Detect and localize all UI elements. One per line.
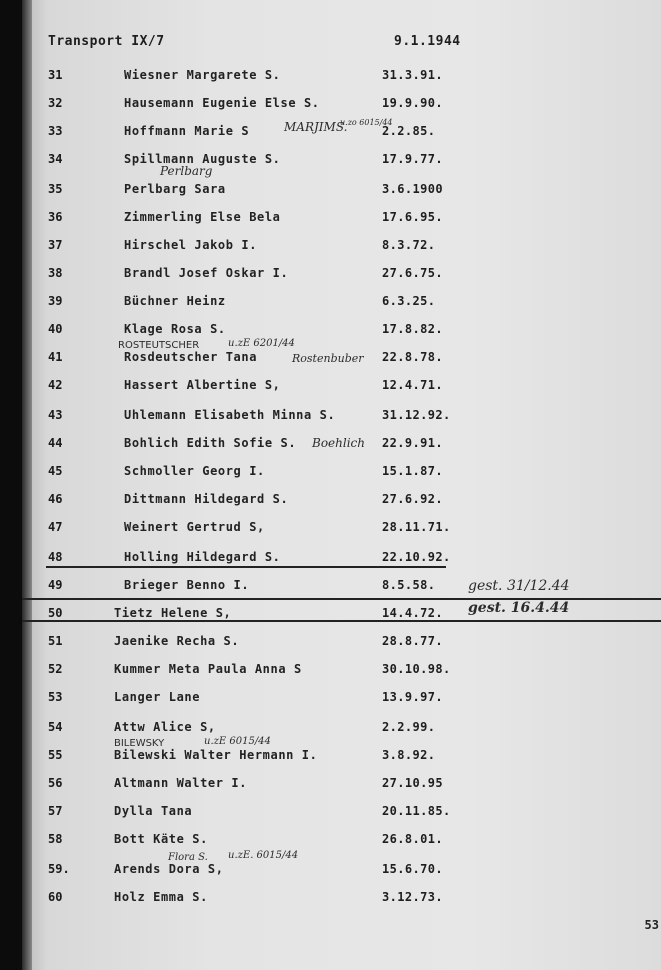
row-number: 38: [48, 266, 63, 280]
row-number: 34: [48, 152, 63, 166]
note-row-41c: Rostenbuber: [292, 352, 364, 365]
roster-row: [22, 64, 661, 92]
person-name: Holling Hildegard S.: [124, 550, 281, 564]
roster-row: [22, 686, 661, 714]
note-row-33b: u.zo 6015/44: [340, 118, 393, 127]
note-row-50: gest. 16.4.44: [468, 600, 570, 616]
row-number: 32: [48, 96, 63, 110]
roster-row: [22, 178, 661, 206]
row-number: 31: [48, 68, 63, 82]
birth-date: 17.8.82.: [382, 322, 443, 336]
note-row-34: Perlbarg: [160, 164, 213, 178]
note-row-55a: BILEWSKY: [114, 738, 165, 749]
birth-date: 8.5.58.: [382, 578, 436, 592]
note-row-41b: u.zE 6201/44: [228, 338, 295, 349]
birth-date: 27.6.75.: [382, 266, 443, 280]
person-name: Holz Emma S.: [114, 890, 208, 904]
birth-date: 22.10.92.: [382, 550, 451, 564]
roster-row: [22, 374, 661, 402]
birth-date: 15.1.87.: [382, 464, 443, 478]
row-number: 55: [48, 748, 63, 762]
birth-date: 28.8.77.: [382, 634, 443, 648]
roster-row: [22, 828, 661, 856]
row-number: 46: [48, 492, 63, 506]
birth-date: 22.8.78.: [382, 350, 443, 364]
birth-date: 14.4.72.: [382, 606, 443, 620]
person-name: Kummer Meta Paula Anna S: [114, 662, 302, 676]
birth-date: 31.12.92.: [382, 408, 451, 422]
roster-row: [22, 800, 661, 828]
row-number: 41: [48, 350, 63, 364]
roster-row: [22, 92, 661, 120]
roster-row: [22, 148, 661, 176]
row-number: 58: [48, 832, 63, 846]
person-name: Zimmerling Else Bela: [124, 210, 281, 224]
person-name: Tietz Helene S,: [114, 606, 232, 620]
person-name: Büchner Heinz: [124, 294, 226, 308]
birth-date: 22.9.91.: [382, 436, 443, 450]
roster-row: [22, 772, 661, 800]
row-number: 51: [48, 634, 63, 648]
birth-date: 30.10.98.: [382, 662, 451, 676]
person-name: Brieger Benno I.: [124, 578, 250, 592]
person-name: Schmoller Georg I.: [124, 464, 265, 478]
roster-row: [22, 262, 661, 290]
row-number: 35: [48, 182, 63, 196]
person-name: Hassert Albertine S,: [124, 378, 281, 392]
person-name: Arends Dora S,: [114, 862, 224, 876]
person-name: Dylla Tana: [114, 804, 193, 818]
row-number: 47: [48, 520, 63, 534]
person-name: Bohlich Edith Sofie S.: [124, 436, 297, 450]
person-name: Rosdeutscher Tana: [124, 350, 258, 364]
transport-date: 9.1.1944: [394, 34, 461, 49]
person-name: Hausemann Eugenie Else S.: [124, 96, 320, 110]
roster-row: [22, 858, 661, 886]
row-number: 50: [48, 606, 63, 620]
birth-date: 15.6.70.: [382, 862, 443, 876]
row-number: 42: [48, 378, 63, 392]
birth-date: 6.3.25.: [382, 294, 436, 308]
birth-date: 2.2.85.: [382, 124, 436, 138]
birth-date: 20.11.85.: [382, 804, 451, 818]
person-name: Bott Käte S.: [114, 832, 208, 846]
roster-row: [22, 206, 661, 234]
page-number: 53: [644, 918, 659, 932]
note-row-49: gest. 31/12.44: [468, 578, 570, 594]
person-name: Bilewski Walter Hermann I.: [114, 748, 318, 762]
person-name: Perlbarg Sara: [124, 182, 226, 196]
roster-row: [22, 290, 661, 318]
birth-date: 12.4.71.: [382, 378, 443, 392]
person-name: Hoffmann Marie S: [124, 124, 250, 138]
birth-date: 3.8.92.: [382, 748, 436, 762]
row-number: 33: [48, 124, 63, 138]
roster-row: [22, 404, 661, 432]
person-name: Klage Rosa S.: [124, 322, 226, 336]
row-number: 56: [48, 776, 63, 790]
roster-row: [22, 630, 661, 658]
birth-date: 19.9.90.: [382, 96, 443, 110]
strike-row-48: [46, 566, 446, 568]
birth-date: 3.12.73.: [382, 890, 443, 904]
row-number: 36: [48, 210, 63, 224]
person-name: Jaenike Recha S.: [114, 634, 240, 648]
birth-date: 3.6.1900: [382, 182, 443, 196]
birth-date: 27.6.92.: [382, 492, 443, 506]
row-number: 39: [48, 294, 63, 308]
person-name: Altmann Walter I.: [114, 776, 248, 790]
row-number: 59.: [48, 862, 70, 876]
roster-row: [22, 460, 661, 488]
strike-row-49-50-top: [22, 598, 661, 600]
row-number: 52: [48, 662, 63, 676]
row-number: 54: [48, 720, 63, 734]
person-name: Langer Lane: [114, 690, 201, 704]
strike-row-50: [22, 620, 661, 622]
row-number: 48: [48, 550, 63, 564]
birth-date: 31.3.91.: [382, 68, 443, 82]
note-row-55b: u.zE 6015/44: [204, 736, 271, 747]
roster-row: [22, 234, 661, 262]
row-number: 60: [48, 890, 63, 904]
person-name: Uhlemann Elisabeth Minna S.: [124, 408, 336, 422]
note-row-59a: Flora S.: [168, 852, 208, 863]
person-name: Brandl Josef Oskar I.: [124, 266, 289, 280]
roster-row: [22, 886, 661, 914]
birth-date: 8.3.72.: [382, 238, 436, 252]
row-number: 37: [48, 238, 63, 252]
note-row-44: Boehlich: [312, 436, 365, 450]
note-row-41a: ROSTEUTSCHER: [118, 340, 200, 351]
person-name: Attw Alice S,: [114, 720, 216, 734]
row-number: 57: [48, 804, 63, 818]
document-page: [22, 0, 661, 970]
row-number: 40: [48, 322, 63, 336]
note-row-33: MARJIMS.: [284, 120, 348, 134]
row-number: 44: [48, 436, 63, 450]
roster-row: [22, 658, 661, 686]
row-number: 45: [48, 464, 63, 478]
person-name: Wiesner Margarete S.: [124, 68, 281, 82]
birth-date: 26.8.01.: [382, 832, 443, 846]
birth-date: 17.9.77.: [382, 152, 443, 166]
person-name: Hirschel Jakob I.: [124, 238, 258, 252]
row-number: 43: [48, 408, 63, 422]
person-name: Spillmann Auguste S.: [124, 152, 281, 166]
roster-row: [22, 516, 661, 544]
birth-date: 17.6.95.: [382, 210, 443, 224]
person-name: Dittmann Hildegard S.: [124, 492, 289, 506]
birth-date: 2.2.99.: [382, 720, 436, 734]
row-number: 49: [48, 578, 63, 592]
note-row-59b: u.zE. 6015/44: [228, 850, 299, 861]
row-number: 53: [48, 690, 63, 704]
person-name: Weinert Gertrud S,: [124, 520, 265, 534]
birth-date: 28.11.71.: [382, 520, 451, 534]
roster-row: [22, 488, 661, 516]
roster-row: [22, 546, 661, 574]
birth-date: 13.9.97.: [382, 690, 443, 704]
birth-date: 27.10.95: [382, 776, 443, 790]
transport-title: Transport IX/7: [48, 34, 165, 49]
